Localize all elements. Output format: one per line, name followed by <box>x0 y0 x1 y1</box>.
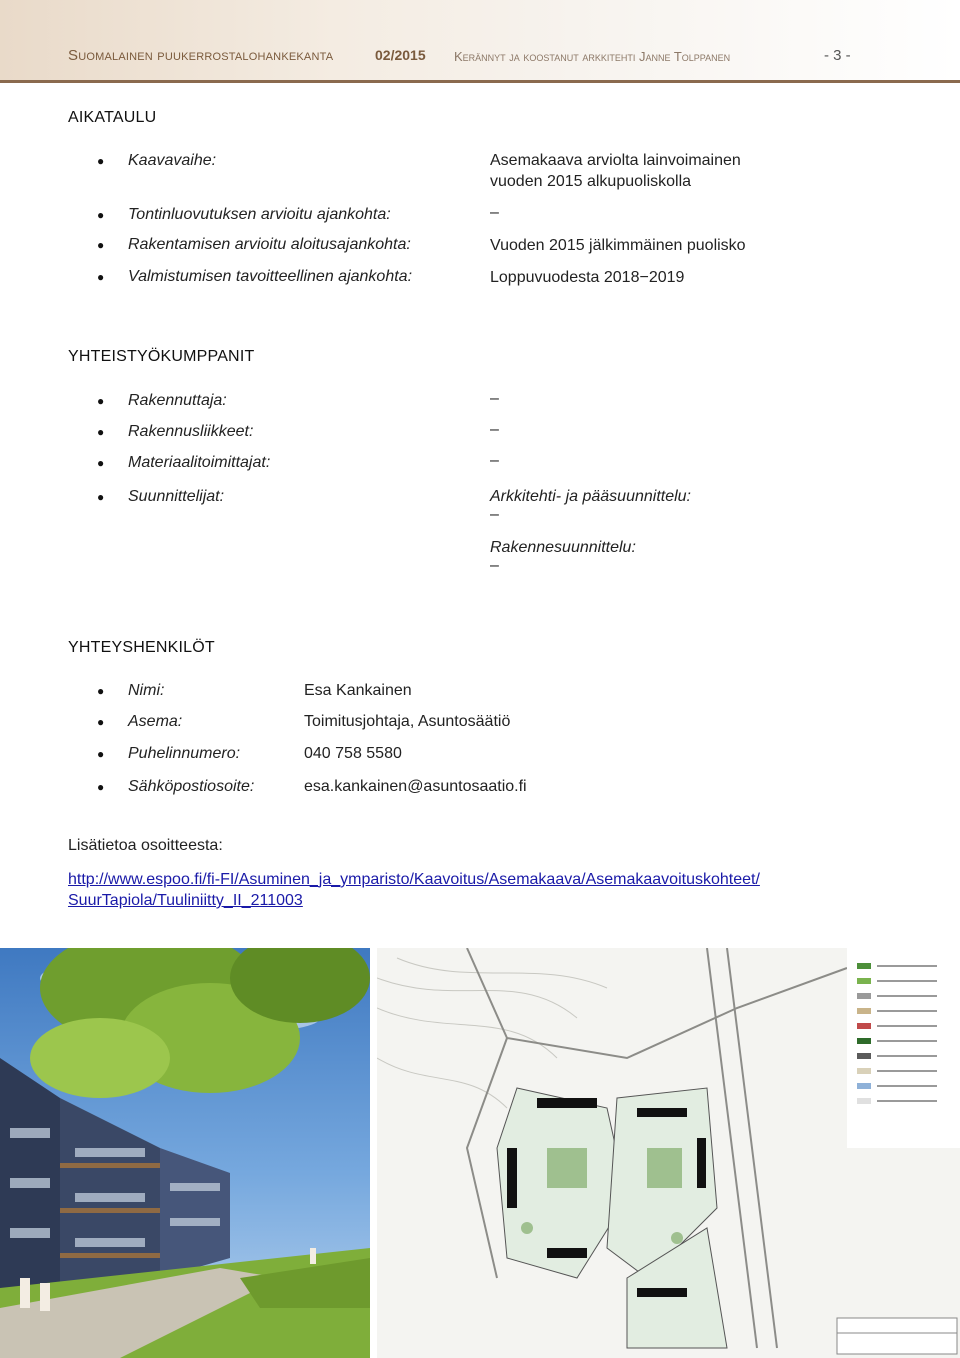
contacts-value-position: Toimitusjohtaja, Asuntosäätiö <box>304 713 511 730</box>
more-info-link[interactable] <box>68 869 760 911</box>
bullet-icon: ● <box>97 270 105 284</box>
partners-value-structural: Rakennesuunnittelu: <box>490 539 636 556</box>
schedule-value-start: Vuoden 2015 jälkimmäinen puolisko <box>490 237 746 254</box>
header-issue: 02/2015 <box>375 47 426 63</box>
schedule-value-zoning-2: vuoden 2015 alkupuoliskolla <box>490 173 692 190</box>
more-info-link-line2: SuurTapiola/Tuuliniitty_II_211003 <box>68 892 303 909</box>
bullet-icon: ● <box>97 238 105 252</box>
header-title: Suomalainen puukerrostalohankekanta <box>68 47 334 64</box>
schedule-value-zoning-1: Asemakaava arviolta lainvoimainen <box>490 152 741 169</box>
contacts-label-name: Nimi: <box>128 682 165 699</box>
schedule-label-completion: Valmistumisen tavoitteellinen ajankohta: <box>128 268 413 285</box>
partners-value-architect-dash: – <box>490 506 499 523</box>
partners-value-contractors: – <box>490 421 499 438</box>
partners-value-developer: – <box>490 390 499 407</box>
bullet-icon: ● <box>97 780 105 794</box>
architectural-rendering-image <box>0 948 370 1358</box>
schedule-value-completion: Loppuvuodesta 2018−2019 <box>490 269 685 286</box>
page-number: - 3 - <box>824 47 851 64</box>
contacts-heading: YHTEYSHENKILÖT <box>68 639 215 656</box>
partners-label-suppliers: Materiaalitoimittajat: <box>128 454 271 471</box>
contacts-value-email: esa.kankainen@asuntosaatio.fi <box>304 778 527 795</box>
partners-label-contractors: Rakennusliikkeet: <box>128 423 254 440</box>
partners-value-architect: Arkkitehti- ja pääsuunnittelu: <box>490 488 691 505</box>
contacts-label-position: Asema: <box>128 713 183 730</box>
bullet-icon: ● <box>97 747 105 761</box>
schedule-heading: AIKATAULU <box>68 109 157 126</box>
partners-heading: YHTEISTYÖKUMPPANIT <box>68 348 255 365</box>
more-info-link-line1: http://www.espoo.fi/fi-FI/Asuminen_ja_ymparisto/Kaavoitus/Asemakaava/Asemakaavoituskohteet/ <box>68 871 760 888</box>
bullet-icon: ● <box>97 208 105 222</box>
schedule-value-plot: – <box>490 204 499 221</box>
page-header <box>0 0 960 83</box>
bullet-icon: ● <box>97 456 105 470</box>
contacts-value-phone: 040 758 5580 <box>304 745 402 762</box>
partners-value-structural-dash: – <box>490 557 499 574</box>
contacts-value-name: Esa Kankainen <box>304 682 412 699</box>
contacts-label-phone: Puhelinnumero: <box>128 745 241 762</box>
schedule-label-zoning: Kaavavaihe: <box>128 152 217 169</box>
bullet-icon: ● <box>97 684 105 698</box>
partners-label-developer: Rakennuttaja: <box>128 392 227 409</box>
site-plan-image <box>377 948 960 1358</box>
bullet-icon: ● <box>97 425 105 439</box>
partners-label-designers: Suunnittelijat: <box>128 488 225 505</box>
bullet-icon: ● <box>97 490 105 504</box>
bullet-icon: ● <box>97 394 105 408</box>
contacts-label-email: Sähköpostiosoite: <box>128 778 255 795</box>
header-credit: Kerännyt ja koostanut arkkitehti Janne Tolppanen <box>454 49 731 64</box>
more-info-label: Lisätietoa osoitteesta: <box>68 837 223 854</box>
schedule-label-start: Rakentamisen arvioitu aloitusajankohta: <box>128 236 411 253</box>
bullet-icon: ● <box>97 154 105 168</box>
partners-value-suppliers: – <box>490 452 499 469</box>
bullet-icon: ● <box>97 715 105 729</box>
schedule-label-plot: Tontinluovutuksen arvioitu ajankohta: <box>128 206 391 223</box>
